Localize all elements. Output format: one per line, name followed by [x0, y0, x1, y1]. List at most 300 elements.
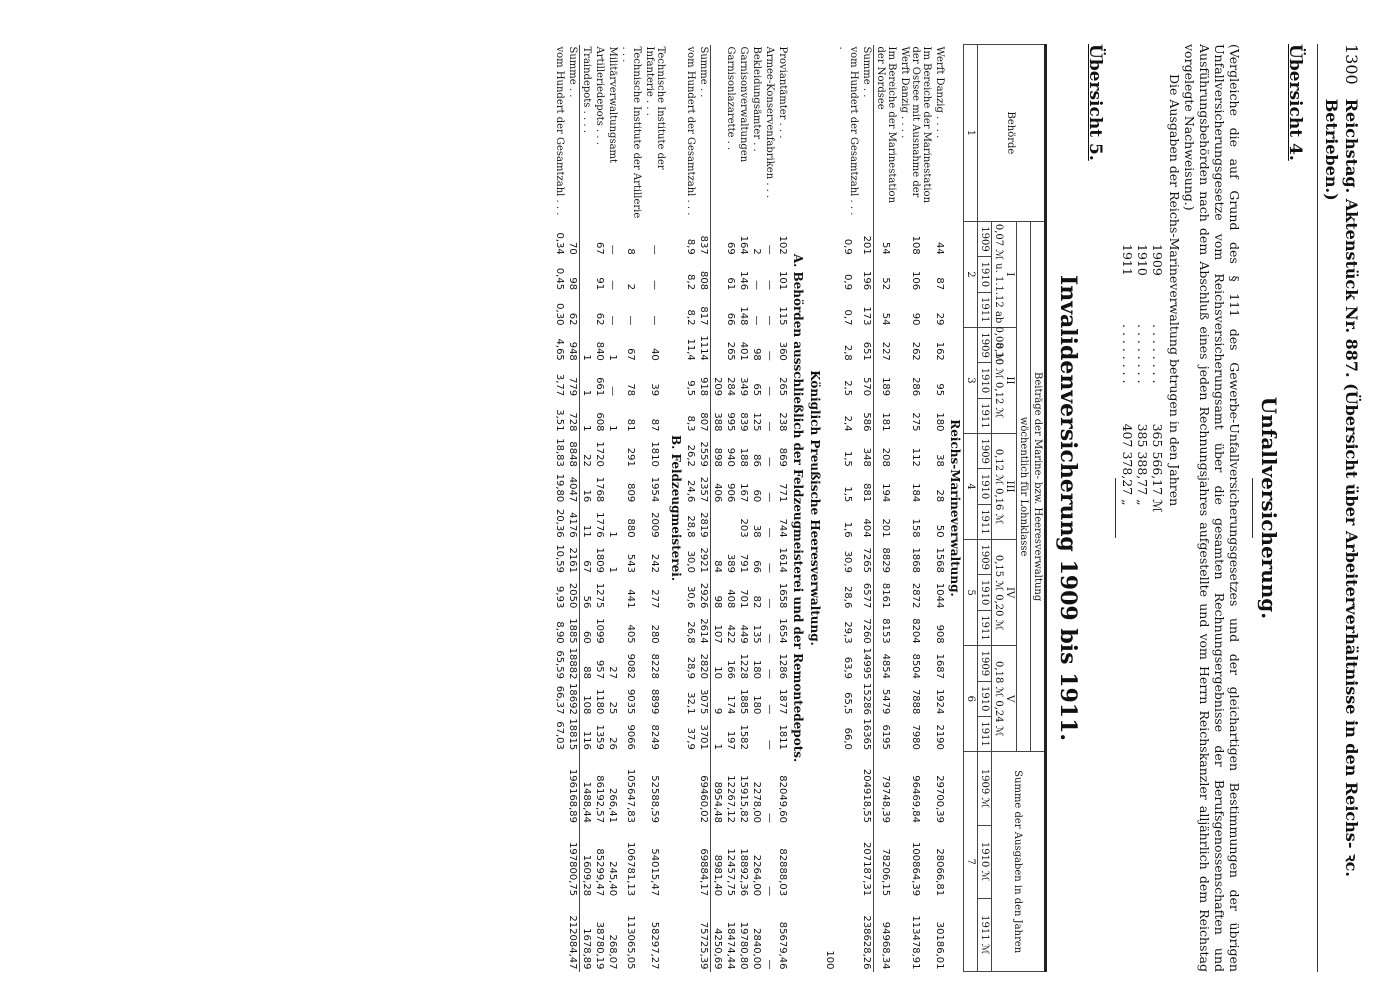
- table-cell: 98: [751, 348, 762, 361]
- year-head: 1909: [978, 327, 992, 362]
- table-cell: 8848: [566, 434, 580, 469]
- table-cell: 78206,15: [880, 848, 892, 897]
- table-cell: 8899: [649, 688, 661, 715]
- table-row: [606, 45, 619, 972]
- table-cell: 348: [860, 434, 874, 469]
- table-cell: 8,90: [554, 621, 565, 644]
- table-cell: 65,5: [842, 692, 854, 715]
- table-row: [643, 45, 667, 972]
- table-cell: 808: [697, 257, 711, 292]
- table-cell: 196: [860, 257, 874, 292]
- table-cell: 197: [725, 730, 736, 750]
- table-cell: 197800,75: [566, 825, 580, 898]
- table-cell: —: [607, 244, 618, 255]
- table-cell: 28,9: [685, 656, 696, 680]
- table-cell: 940: [725, 447, 736, 467]
- table-cell: 275: [910, 412, 921, 432]
- table-cell: 744: [777, 518, 788, 538]
- table-cell: —: [764, 704, 775, 715]
- table-cell: 651: [860, 327, 874, 362]
- table-cell: 30186,01: [934, 921, 945, 970]
- table-cell: 62: [594, 312, 605, 326]
- table-cell: 38: [934, 454, 945, 467]
- table-cell: 18882: [567, 647, 578, 680]
- table-cell: 779: [566, 363, 580, 398]
- table-cell: 98: [712, 595, 723, 609]
- table-cell: 112: [910, 447, 921, 467]
- annual-expenses: [1120, 74, 1165, 972]
- column-number: 1: [964, 45, 978, 222]
- class-head: V 0,18 ℳ 0,24 ℳ: [992, 646, 1017, 752]
- table-cell: 1654: [777, 618, 788, 644]
- table-cell: 18474,44: [725, 921, 736, 970]
- table-cell: 570: [860, 363, 874, 398]
- table-cell: —: [764, 669, 775, 680]
- table-cell: 809: [625, 483, 637, 503]
- table-cell: 9,5: [685, 380, 696, 397]
- row-label: Militärverwaltungsamt: [607, 46, 618, 164]
- table-cell: 8,9: [685, 238, 696, 255]
- table-cell: 1488,44: [581, 781, 592, 823]
- table-cell: 2,4: [842, 415, 854, 432]
- table-cell: 1658: [777, 582, 788, 609]
- table-cell: 0,9: [842, 238, 854, 255]
- table-cell: 2872: [910, 582, 921, 609]
- sum-year-head: 1910 ℳ: [978, 825, 992, 898]
- table-cell: 4047: [566, 469, 580, 504]
- table-cell: 408: [725, 589, 736, 609]
- table-cell: 1: [581, 389, 592, 397]
- table-cell: [711, 327, 725, 362]
- expense-row: 1909 . . . . . . . . 365 566,17 ℳ: [1150, 244, 1165, 513]
- table-cell: 18692: [567, 683, 578, 715]
- column-number: 7: [964, 752, 978, 972]
- table-row: [836, 45, 860, 972]
- row-label: Summe . .: [860, 45, 874, 222]
- table-cell: 2161: [566, 540, 580, 575]
- table-cell: 148: [738, 306, 749, 326]
- table-cell: 6195: [880, 724, 892, 750]
- table-cell: —: [764, 813, 775, 823]
- table-cell: 2190: [934, 724, 945, 750]
- table-cell: —: [764, 456, 775, 467]
- table-cell: [553, 898, 566, 971]
- table-cell: 1114: [697, 327, 711, 362]
- table-cell: 238: [777, 412, 788, 432]
- table-cell: 52: [880, 277, 892, 291]
- table-cell: 2819: [697, 504, 711, 539]
- year-head: 1910: [978, 575, 992, 610]
- table-cell: 91: [594, 277, 605, 291]
- table-cell: 8,3: [685, 415, 696, 432]
- table-cell: 9035: [625, 688, 637, 715]
- col-head-summe: Summe der Ausgaben in den Jahren: [992, 752, 1046, 972]
- table-cell: 881: [860, 469, 874, 504]
- row-label: vom Hundert der Gesamtzahl . . . .: [837, 46, 859, 216]
- table-cell: —: [764, 739, 775, 750]
- row-label: Garnisonlazarette . .: [725, 46, 736, 151]
- table-cell: 87: [649, 418, 661, 432]
- table-cell: 180: [751, 695, 762, 715]
- year-head: 1910: [978, 681, 992, 716]
- table-cell: 12267,12: [725, 775, 736, 823]
- class-head: III 0,12 ℳ 0,16 ℳ: [992, 434, 1017, 540]
- table-cell: 405: [625, 624, 637, 644]
- table-cell: —: [764, 244, 775, 255]
- column-number: 4: [964, 434, 978, 540]
- row-label: Armee-Konservenfabriken . . .: [764, 46, 775, 199]
- table-cell: 69460,02: [697, 752, 711, 825]
- table-cell: 1: [607, 531, 618, 538]
- table-cell: 2840,00: [751, 928, 762, 970]
- table-cell: 15915,82: [738, 775, 749, 823]
- table-cell: 7888: [910, 688, 921, 715]
- table-cell: —: [649, 280, 661, 291]
- row-label: Summe . .: [697, 45, 711, 222]
- table-cell: 54: [880, 312, 892, 326]
- table-cell: 10: [712, 666, 723, 680]
- table-cell: 19780,80: [738, 921, 749, 970]
- table-row: [553, 45, 566, 972]
- table-row: [593, 45, 606, 972]
- row-label: Technische Institute der Infanterie . . .: [644, 46, 666, 170]
- table-cell: 7260: [860, 610, 874, 645]
- table-cell: 203: [738, 518, 749, 538]
- table-cell: —: [764, 386, 775, 397]
- table-cell: 113478,91: [910, 915, 921, 970]
- table-cell: 162: [934, 341, 945, 361]
- row-label: Werft Danzig . . . .: [934, 46, 945, 139]
- year-head: 1910: [978, 363, 992, 398]
- year-head: 1911: [978, 292, 992, 327]
- table-cell: 26,8: [685, 621, 696, 644]
- table-cell: 1582: [738, 724, 749, 750]
- table-row: [580, 45, 594, 972]
- table-cell: 4,65: [554, 338, 565, 361]
- table-cell: —: [764, 492, 775, 503]
- table-cell: 29,3: [842, 621, 854, 644]
- column-number: 3: [964, 327, 978, 433]
- table-cell: 66: [725, 312, 736, 326]
- table-cell: 87: [934, 277, 945, 291]
- table-cell: —: [649, 244, 661, 255]
- page-number: 1300: [1342, 44, 1361, 85]
- table-cell: [606, 610, 619, 645]
- table-cell: 196168,89: [566, 752, 580, 825]
- table-cell: 209: [712, 377, 723, 397]
- table-cell: 62: [566, 292, 580, 327]
- table-cell: 0,7: [842, 309, 854, 326]
- table-cell: 85299,47: [594, 848, 605, 897]
- col-head-beitraege: Beiträge der Marine- bzw. Heeresverwaltung: [1031, 221, 1046, 752]
- table-cell: 791: [738, 553, 749, 573]
- table-cell: [750, 716, 763, 752]
- sum-year-head: 1909 ℳ: [978, 752, 992, 825]
- table-cell: 2357: [697, 469, 711, 504]
- table-cell: 194: [880, 483, 892, 503]
- table-cell: 1720: [594, 441, 605, 467]
- table-cell: 284: [725, 377, 736, 397]
- table-cell: 66,0: [842, 727, 854, 750]
- table-cell: —: [751, 315, 762, 326]
- table-cell: 67: [581, 560, 592, 573]
- table-cell: 67: [594, 241, 605, 255]
- table-row: [763, 45, 776, 972]
- table-cell: 3075: [697, 681, 711, 716]
- table-cell: 1180: [594, 688, 605, 715]
- class-head: II 0,10 ℳ 0,12 ℳ: [992, 327, 1017, 433]
- table-cell: [724, 504, 737, 539]
- table-cell: 26,2: [685, 444, 696, 467]
- table-cell: —: [764, 280, 775, 291]
- table-cell: 817: [697, 292, 711, 327]
- year-head: 1909: [978, 434, 992, 469]
- table-cell: [606, 575, 619, 610]
- table-cell: 61: [725, 277, 736, 291]
- table-cell: 2: [625, 283, 637, 291]
- table-row: [724, 45, 737, 972]
- table-cell: 1885: [566, 610, 580, 645]
- table-cell: 167: [738, 483, 749, 503]
- table-cell: 449: [738, 624, 749, 644]
- row-label: Im Bereiche der Marinestation der Ostsee mit Ausnahme der Werft Danzig . . . .: [899, 46, 932, 204]
- table-cell: 1,6: [842, 521, 854, 538]
- table-cell: —: [764, 633, 775, 644]
- table-cell: 2009: [649, 512, 661, 538]
- table-cell: 2278,00: [751, 781, 762, 823]
- table-cell: 101: [777, 270, 788, 291]
- table-cell: 1809: [594, 547, 605, 573]
- table-cell: 44: [934, 241, 945, 255]
- table-cell: 1609,28: [581, 854, 592, 897]
- overview-4-paragraph: (Vergleiche die auf Grund des § 111 des Gewerbe-Unfallversicherungsgesetzes und der gleichartigen Bestimmungen der übrigen Unfallversicherungsgesetze vom Reichsversicherungsamt über die gesamten Rechnungsergebnisse der Berufsgenossenschaften und Ausführungsbehörden nach dem Abschluß eines jeden Rechnungsjahres aufgestellte und vom Herrn Reichskanzler alljährlich dem Reichstag vorgelegte Nachweisung.): [1182, 44, 1242, 972]
- table-row: [750, 45, 763, 972]
- table-cell: 65,59: [554, 650, 565, 680]
- table-cell: 30,9: [842, 550, 854, 573]
- table-cell: 2614: [697, 610, 711, 645]
- table-cell: 1,5: [842, 450, 854, 467]
- table-cell: 840: [594, 341, 605, 361]
- table-cell: 66,37: [554, 685, 565, 715]
- table-cell: 1776: [594, 512, 605, 538]
- table-cell: 1810: [649, 441, 661, 467]
- table-cell: [711, 257, 725, 292]
- table-cell: 28,8: [685, 515, 696, 538]
- table-cell: 108: [581, 695, 592, 715]
- table-cell: 94968,34: [880, 921, 892, 970]
- table-cell: 238628,26: [860, 898, 874, 971]
- table-cell: 95: [934, 383, 945, 397]
- table-cell: —: [764, 315, 775, 326]
- table-cell: 227: [880, 341, 892, 361]
- table-cell: 22: [581, 454, 592, 467]
- table-cell: 8504: [910, 653, 921, 680]
- divider: [1115, 478, 1116, 538]
- table-cell: 60: [581, 630, 592, 644]
- row-label: Summe . .: [566, 45, 580, 222]
- table-cell: 69884,17: [697, 825, 711, 898]
- table-cell: 166: [725, 659, 736, 680]
- table-cell: 204918,55: [860, 752, 874, 825]
- table-cell: 30,0: [685, 550, 696, 573]
- sum-year-head: 1911 ℳ: [978, 898, 992, 971]
- table-cell: —: [607, 315, 618, 326]
- row-label: Traindepots . . . .: [581, 46, 592, 133]
- table-cell: [711, 221, 725, 256]
- table-cell: 20,36: [554, 508, 565, 538]
- table-cell: [580, 292, 594, 327]
- table-cell: 85679,46: [777, 921, 788, 970]
- digitization-credit: [0, 0, 14, 1000]
- year-head: 1909: [978, 221, 992, 256]
- table-cell: 173: [860, 292, 874, 327]
- table-cell: 1099: [594, 618, 605, 644]
- table-cell: 1954: [649, 476, 661, 503]
- invalidity-insurance-table: [553, 44, 1047, 972]
- table-cell: —: [764, 527, 775, 538]
- table-cell: 18,83: [554, 438, 565, 467]
- table-cell: 10,59: [554, 544, 565, 573]
- table-cell: 84: [712, 560, 723, 573]
- section-title-marine: Reichs-Marineverwaltung.: [948, 419, 962, 597]
- table-cell: 29700,39: [934, 775, 945, 823]
- table-cell: 280: [649, 624, 661, 644]
- row-label: Garnisonverwaltungen: [738, 46, 749, 163]
- table-cell: 1868: [910, 547, 921, 573]
- table-cell: 88: [581, 666, 592, 680]
- table-cell: 212084,47: [566, 898, 580, 971]
- class-head: I 0,07 ℳ u. 1.1.12 ab 0,08 ℳ: [992, 221, 1017, 327]
- table-cell: 286: [910, 377, 921, 397]
- table-row: [874, 45, 899, 972]
- table-cell: [684, 752, 697, 825]
- table-cell: 608: [594, 412, 605, 432]
- table-cell: —: [764, 598, 775, 609]
- table-cell: 113065,05: [625, 915, 637, 970]
- table-cell: 1: [712, 743, 723, 750]
- table-cell: 0,9: [842, 274, 854, 291]
- table-cell: —: [625, 315, 637, 326]
- section-title-b: B. Feldzeugmeisterei.: [669, 434, 683, 582]
- table-cell: 108: [910, 235, 921, 255]
- row-label: Im Bereiche der Marinestation der Nordsee: [875, 46, 897, 204]
- page-header: [1317, 44, 1363, 972]
- table-cell: 6577: [860, 575, 874, 610]
- table-row: [776, 45, 789, 972]
- column-number-row: [964, 45, 978, 972]
- table-cell: 8161: [880, 582, 892, 609]
- table-cell: 265: [725, 341, 736, 361]
- table-cell: 1: [581, 354, 592, 361]
- table-cell: 1877: [777, 688, 788, 715]
- table-cell: 8829: [880, 547, 892, 573]
- year-head: 1911: [978, 610, 992, 645]
- table-cell: 0,45: [554, 267, 565, 291]
- divider: [1252, 478, 1253, 538]
- table-cell: 181: [880, 412, 892, 432]
- table-cell: 8: [625, 248, 637, 255]
- table-cell: —: [764, 959, 775, 970]
- table-cell: 957: [594, 659, 605, 680]
- table-cell: 360: [777, 341, 788, 361]
- table-cell: 174: [725, 695, 736, 715]
- table-cell: 5479: [880, 688, 892, 715]
- table-cell: 70: [566, 221, 580, 256]
- table-row: [737, 45, 750, 972]
- table-cell: 2926: [697, 575, 711, 610]
- table-cell: —: [764, 421, 775, 432]
- table-cell: 16: [581, 489, 592, 503]
- table-cell: 9066: [625, 724, 637, 750]
- table-cell: 1228: [738, 653, 749, 680]
- table-cell: 4250,69: [712, 928, 723, 970]
- table-cell: 25: [607, 701, 618, 715]
- table-cell: 1: [581, 425, 592, 432]
- table-cell: 37,9: [685, 727, 696, 750]
- table-cell: 19,80: [554, 473, 565, 503]
- table-cell: [836, 752, 860, 825]
- table-cell: 1: [607, 354, 618, 361]
- table-row: [933, 45, 946, 972]
- table-cell: 28066,81: [934, 848, 945, 897]
- table-cell: 135: [751, 624, 762, 644]
- col-head-weekly: wöchentlich für Lohnklasse: [1017, 221, 1031, 752]
- table-cell: 82: [751, 595, 762, 609]
- page-running-title: Reichstag. Aktenstück Nr. 887. (Übersicht über Arbeiterverhältnisse in den Reichs- ꝛc. Betrieben.): [1322, 98, 1361, 877]
- table-cell: 65: [751, 383, 762, 397]
- table-cell: 268,07: [607, 934, 618, 970]
- table-cell: 2820: [697, 646, 711, 681]
- overview-4-intro: Die Ausgaben der Reichs-Marineverwaltung betrugen in den Jahren: [1167, 74, 1182, 507]
- overview-5-heading: Übersicht 5.: [1085, 44, 1105, 161]
- table-cell: 242: [649, 553, 661, 573]
- table-cell: 1687: [934, 653, 945, 680]
- table-cell: 0,34: [554, 232, 565, 255]
- table-cell: [684, 825, 697, 898]
- table-cell: 201: [880, 518, 892, 538]
- table-cell: 1885: [738, 688, 749, 715]
- table-cell: 201: [860, 221, 874, 256]
- table-cell: 8,2: [685, 309, 696, 326]
- column-number: 2: [964, 221, 978, 327]
- table-cell: 839: [738, 412, 749, 432]
- table-cell: 245,40: [607, 861, 618, 897]
- table-cell: 837: [697, 221, 711, 256]
- table-cell: [606, 434, 619, 469]
- table-cell: 82888,03: [777, 848, 788, 897]
- table-cell: 8249: [649, 724, 661, 750]
- table-cell: 2921: [697, 540, 711, 575]
- table-cell: 918: [697, 363, 711, 398]
- year-head: 1910: [978, 469, 992, 504]
- table-cell: [580, 221, 594, 256]
- table-cell: 28,6: [842, 586, 854, 609]
- table-cell: 995: [725, 412, 736, 432]
- row-label: Technische Institute der Artillerie . . .: [620, 46, 642, 219]
- table-cell: 67: [625, 348, 637, 361]
- table-cell: 66: [751, 560, 762, 573]
- table-row: [697, 45, 711, 972]
- table-row: [711, 45, 725, 972]
- table-cell: —: [764, 562, 775, 573]
- table-cell: 8228: [649, 653, 661, 680]
- table-cell: 38780,19: [594, 921, 605, 970]
- table-cell: 9,93: [554, 586, 565, 609]
- table-cell: 908: [934, 624, 945, 644]
- year-head: 1911: [978, 398, 992, 433]
- table-cell: 2264,00: [751, 854, 762, 897]
- table-cell: 266,41: [607, 788, 618, 823]
